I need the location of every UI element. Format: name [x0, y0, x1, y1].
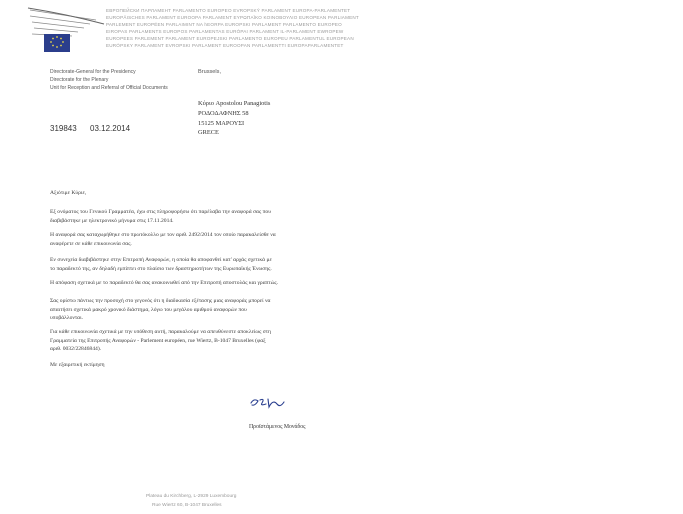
recipient-street: ΡΟΔΟΔΑΦΝΗΣ 58	[198, 110, 249, 117]
salutation	[50, 189, 350, 198]
paragraph-line: Για κάθε επικοινωνία σχετικά με την υπόθεση αυτή, παρακαλούμε να απευθύνεστε αποκλείως στη	[50, 329, 271, 335]
sender-directorate: Directorate for the Plenary	[50, 77, 109, 83]
reference-number: 319843	[50, 124, 77, 133]
paragraph-line: διαβιβάστηκε με ηλεκτρονικό μήνυμα στις 17.11.2014.	[50, 217, 174, 224]
sender-directorate-general: Directorate-General for the Presidency	[50, 69, 136, 75]
paragraph-line: Σας ορίστω πάντως την προσοχή στο γεγονός ότι η διαδικασία εξέτασης μιας αναφοράς μπορεί να	[50, 298, 271, 304]
footer-address-brussels: Rue Wiertz 60, B-1047 Bruxelles	[152, 503, 222, 508]
paragraph-line: αναφέρετε σε κάθε επικοινωνία σας.	[50, 240, 132, 247]
recipient-country: GRECE	[198, 129, 219, 136]
recipient-city: 15125 ΜΑΡΟΥΣΙ	[198, 120, 245, 127]
paragraph-line: Εν συνεχεία διαβιβάστηκε στην Επιτροπή Αναφορών, η οποία θα αποφανθεί κατ' αρχάς σχετικά με	[50, 257, 272, 263]
handwritten-signature	[249, 396, 287, 410]
paragraph-line: Γραμματεία της Επιτροπής Αναφορών - Parlement européen, rue Wiertz, B-1047 Bruxelles (φαξ	[50, 337, 266, 344]
closing	[50, 361, 350, 370]
paragraph-admissibility	[50, 279, 350, 288]
salutation-text: Αξιότιμε Κύριε,	[50, 190, 87, 196]
european-parliament-logo	[26, 6, 108, 56]
sender-unit: Unit for Reception and Referral of Official Documents	[50, 85, 168, 91]
paragraph-line: απαιτήσει σχετικά μακρό χρονικό διάστημα, λόγω του μεγάλου αριθμού αναφορών που	[50, 306, 247, 313]
closing-text: Με εξαιρετική εκτίμηση	[50, 362, 105, 368]
header-line: ЕВРОПЕЙСКИ ПАРЛАМЕНТ PARLAMENTO EUROPEO EVROPSKÝ PARLAMENT EUROPA-PARLAMENTET	[106, 8, 351, 13]
paragraph-duration	[50, 297, 350, 323]
header-line: EUROPÄISCHES PARLAMENT EUROOPA PARLAMENT ΕΥΡΩΠΑΪΚΟ ΚΟΙΝΟΒΟΥΛΙΟ EUROPEAN PARLIAMENT	[106, 15, 359, 20]
header-line: EUROPEES PARLEMENT PARLAMENT EUROPEJSKI PARLAMENTO EUROPEU PARLAMENTUL EUROPEAN	[106, 36, 354, 41]
paragraph-registration	[50, 231, 350, 248]
header-line: EIROPAS PARLAMENTS EUROPOS PARLAMENTAS EURÓPAI PARLAMENT IL-PARLAMENT EWROPEW	[106, 29, 344, 34]
paragraph-line: το παραδεκτό της, αν δηλαδή εμπίπτει στο πλαίσιο των δραστηριοτήτων της Ευρωπαϊκής Ένωσης.	[50, 265, 272, 272]
reference-date: 03.12.2014	[90, 124, 131, 133]
paragraph-contact	[50, 328, 350, 354]
paragraph-line: Εξ ονόματος του Γενικού Γραμματέα, έχω στις πληροφορήσω ότι παρέλαβα την αναφορά σας που	[50, 209, 271, 215]
paragraph-line: Η απόφαση σχετικά με το παραδεκτό θα σας ανακοινωθεί από την Επιτροπή αποστολάς και γραπτώς.	[50, 280, 279, 286]
recipient-name: Κύριο Apostolou Panagiotis	[198, 100, 271, 107]
paragraph-receipt	[50, 208, 350, 225]
footer-address-luxembourg: Plateau du Kirchberg, L-2929 Luxembourg	[146, 494, 237, 499]
header-line: PARLEMENT EUROPÉEN PARLAIMINT NA hEORPA EUROPSKI PARLAMENT PARLAMENTO EUROPEO	[106, 22, 342, 27]
paragraph-line: αριθ. 0032/22846844).	[50, 346, 102, 353]
place-of-writing: Brussels,	[198, 69, 222, 75]
paragraph-forwarding	[50, 256, 350, 273]
header-line: EURÓPSKY PARLAMENT EVROPSKI PARLAMENT EUROOPAN PARLAMENTTI EUROPAPARLAMENTET	[106, 43, 344, 48]
signatory-title: Προϊστάμενος Μονάδος	[249, 424, 306, 430]
paragraph-line: Η αναφορά σας καταχωρήθηκε στο πρωτόκολλο με τον αριθ. 2492/2014 τον οποίο παρακαλείσθε να	[50, 232, 276, 238]
paragraph-line: υποβάλλονται.	[50, 315, 83, 322]
